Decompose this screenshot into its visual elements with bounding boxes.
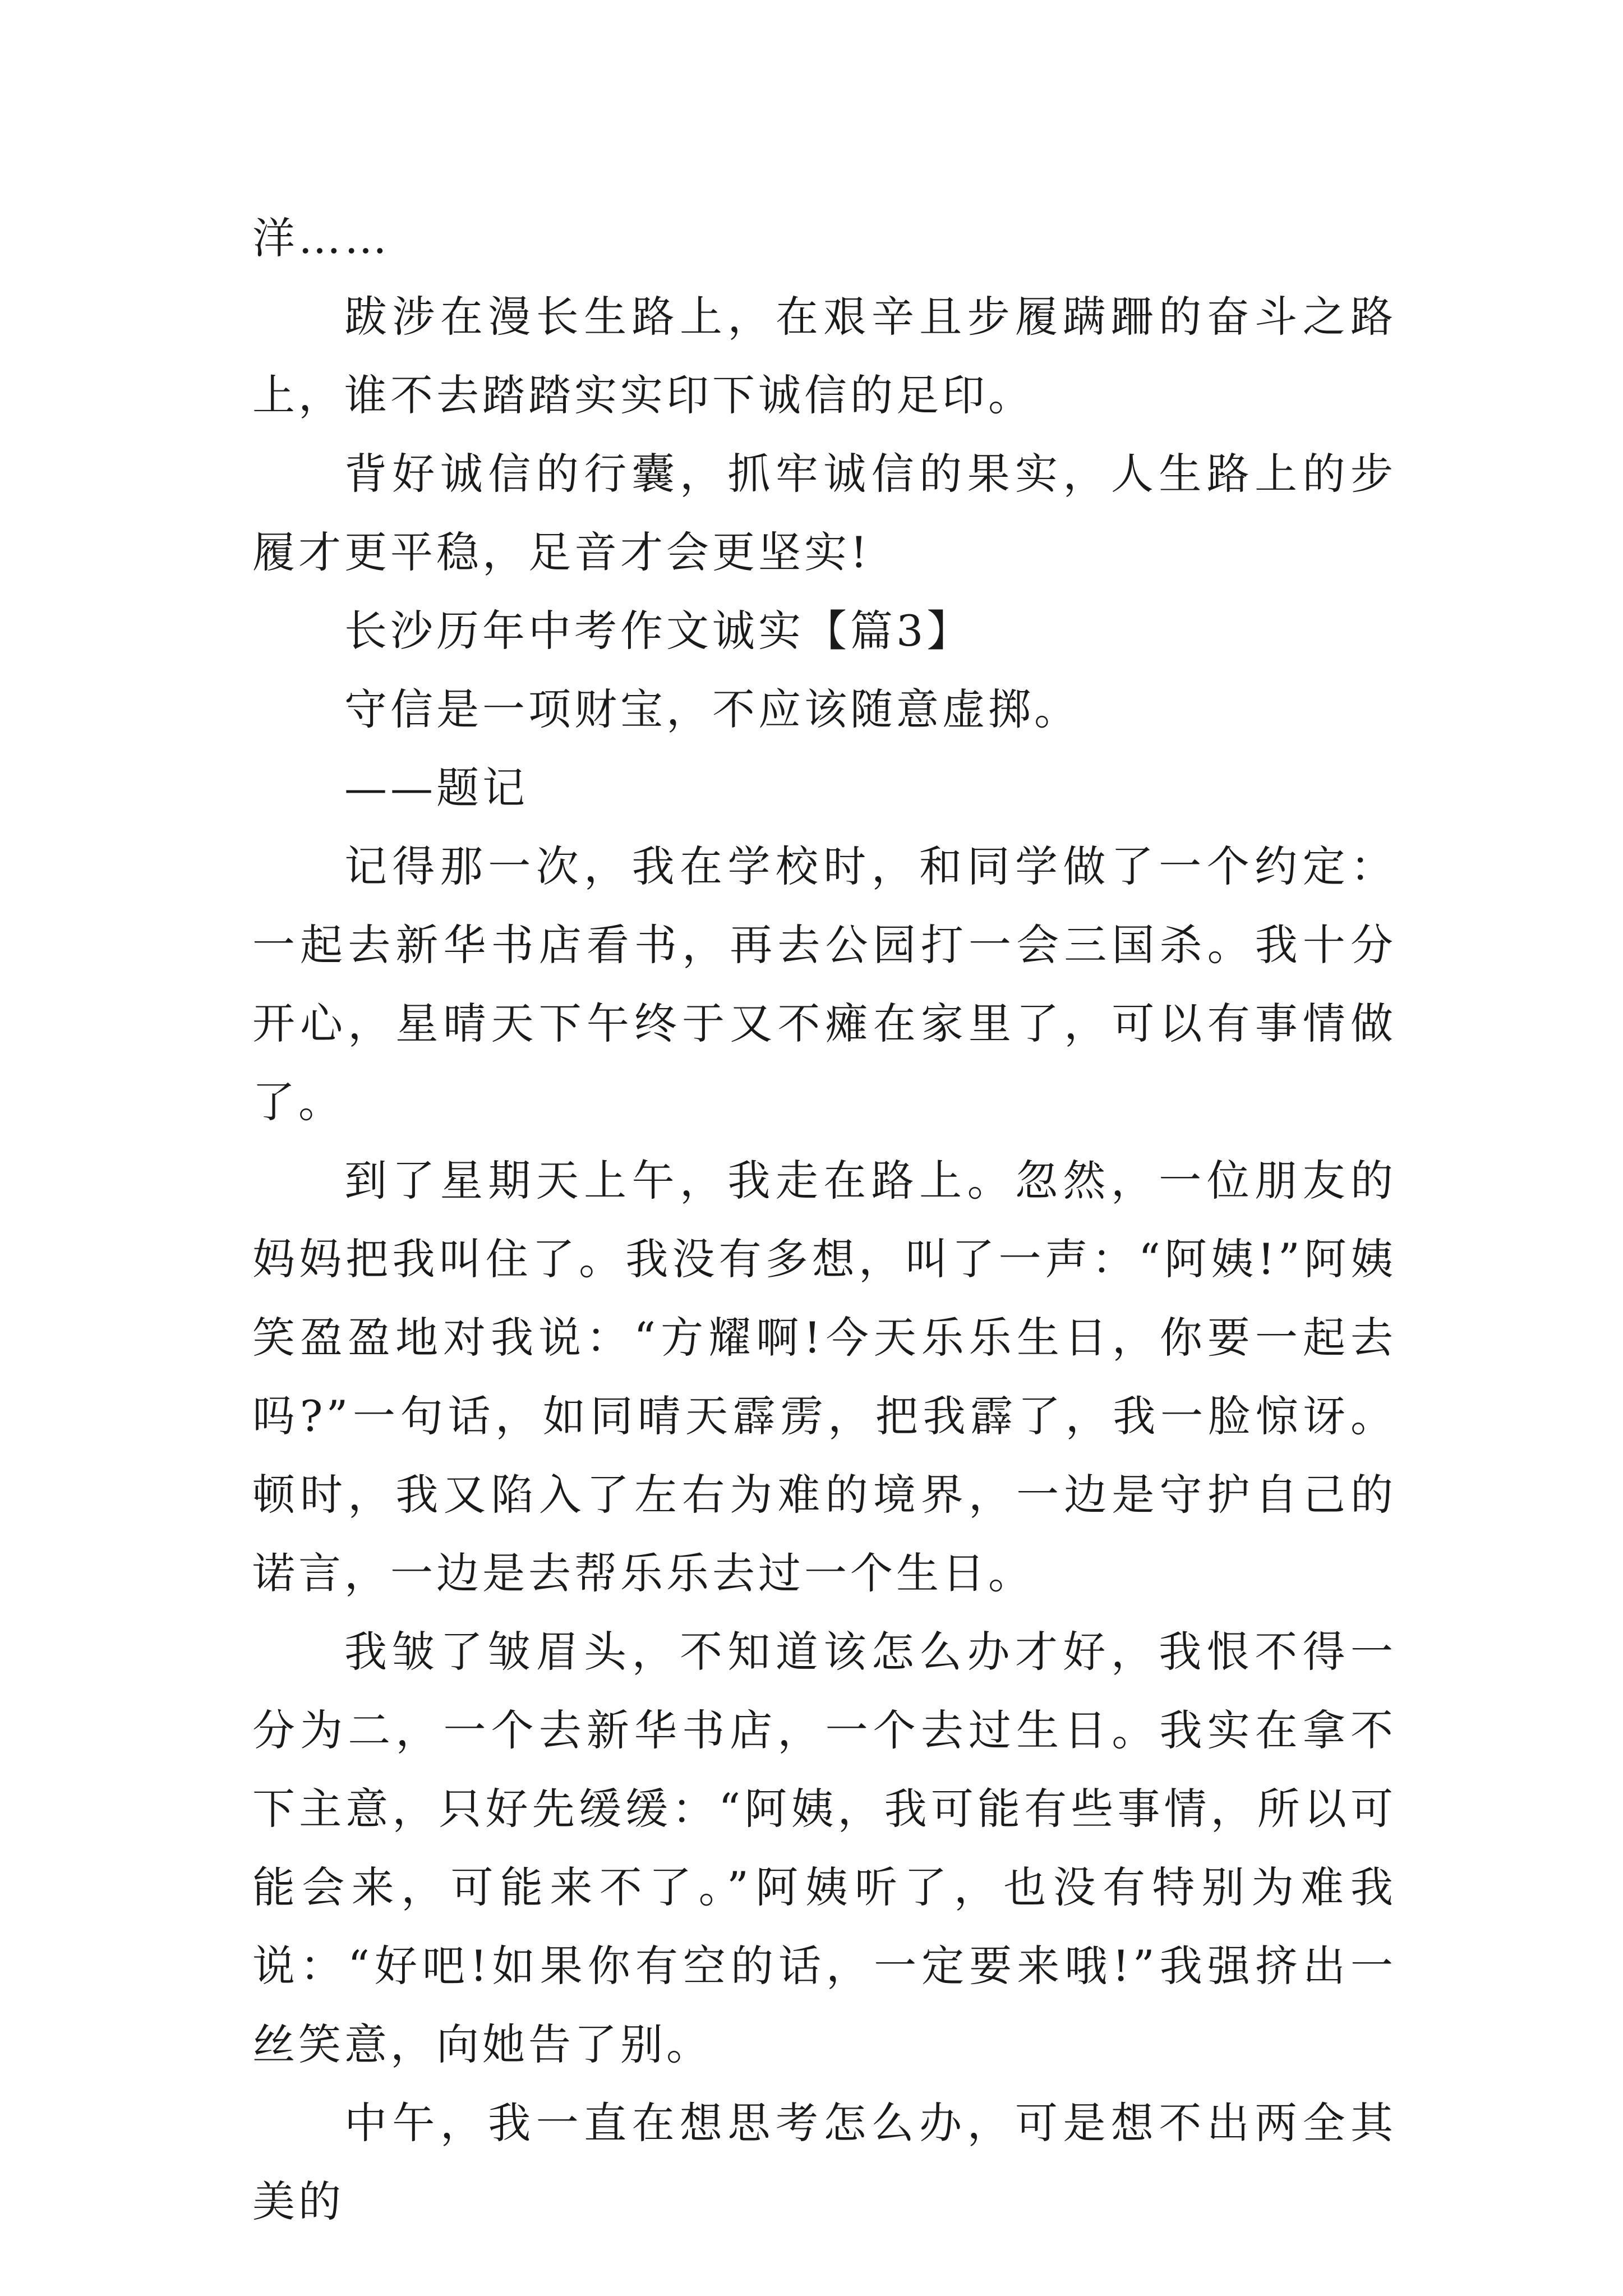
paragraph-trek: 跋涉在漫长生路上，在艰辛且步履蹒跚的奋斗之路上，谁不去踏踏实实印下诚信的足印。 (252, 292, 1396, 420)
paragraph-continuation: 洋…… (252, 213, 390, 263)
paragraph-promise: 记得那一次，我在学校时，和同学做了一个约定：一起去新华书店看书，再去公园打一会三国杀。我十分开心，星晴天下午终于又不瘫在家里了，可以有事情做了。 (252, 841, 1396, 1127)
epigraph-attribution: ——题记 (344, 763, 528, 813)
paragraph-sunday: 到了星期天上午，我走在路上。忽然，一位朋友的妈妈把我叫住了。我没有多想，叫了一声：“阿姨!”阿姨笑盈盈地对我说：“方耀啊!今天乐乐生日，你要一起去吗?”一句话，如同晴天霹雳，把我霹了，我一脸惊讶。顿时，我又陷入了左右为难的境界，一边是守护自己的诺言，一边是去帮乐乐去过一个生日。 (252, 1156, 1396, 1598)
essay-body (252, 199, 1396, 2241)
paragraph-dilemma: 我皱了皱眉头，不知道该怎么办才好，我恨不得一分为二，一个去新华书店，一个去过生日。我实在拿不下主意，只好先缓缓：“阿姨，我可能有些事情，所以可能会来，可能来不了。”阿姨听了，也没有特别为难我说：“好吧!如果你有空的话，一定要来哦!”我强挤出一丝笑意，向她告了别。 (252, 1627, 1396, 2069)
paragraph-backpack: 背好诚信的行囊，抓牢诚信的果实，人生路上的步履才更平稳，足音才会更坚实! (252, 449, 1396, 577)
epigraph: 守信是一项财宝，不应该随意虚掷。 (344, 684, 1080, 734)
paragraph-noon: 中午，我一直在想思考怎么办，可是想不出两全其美的 (252, 2098, 1396, 2226)
section-heading: 长沙历年中考作文诚实【篇3】 (344, 606, 973, 656)
